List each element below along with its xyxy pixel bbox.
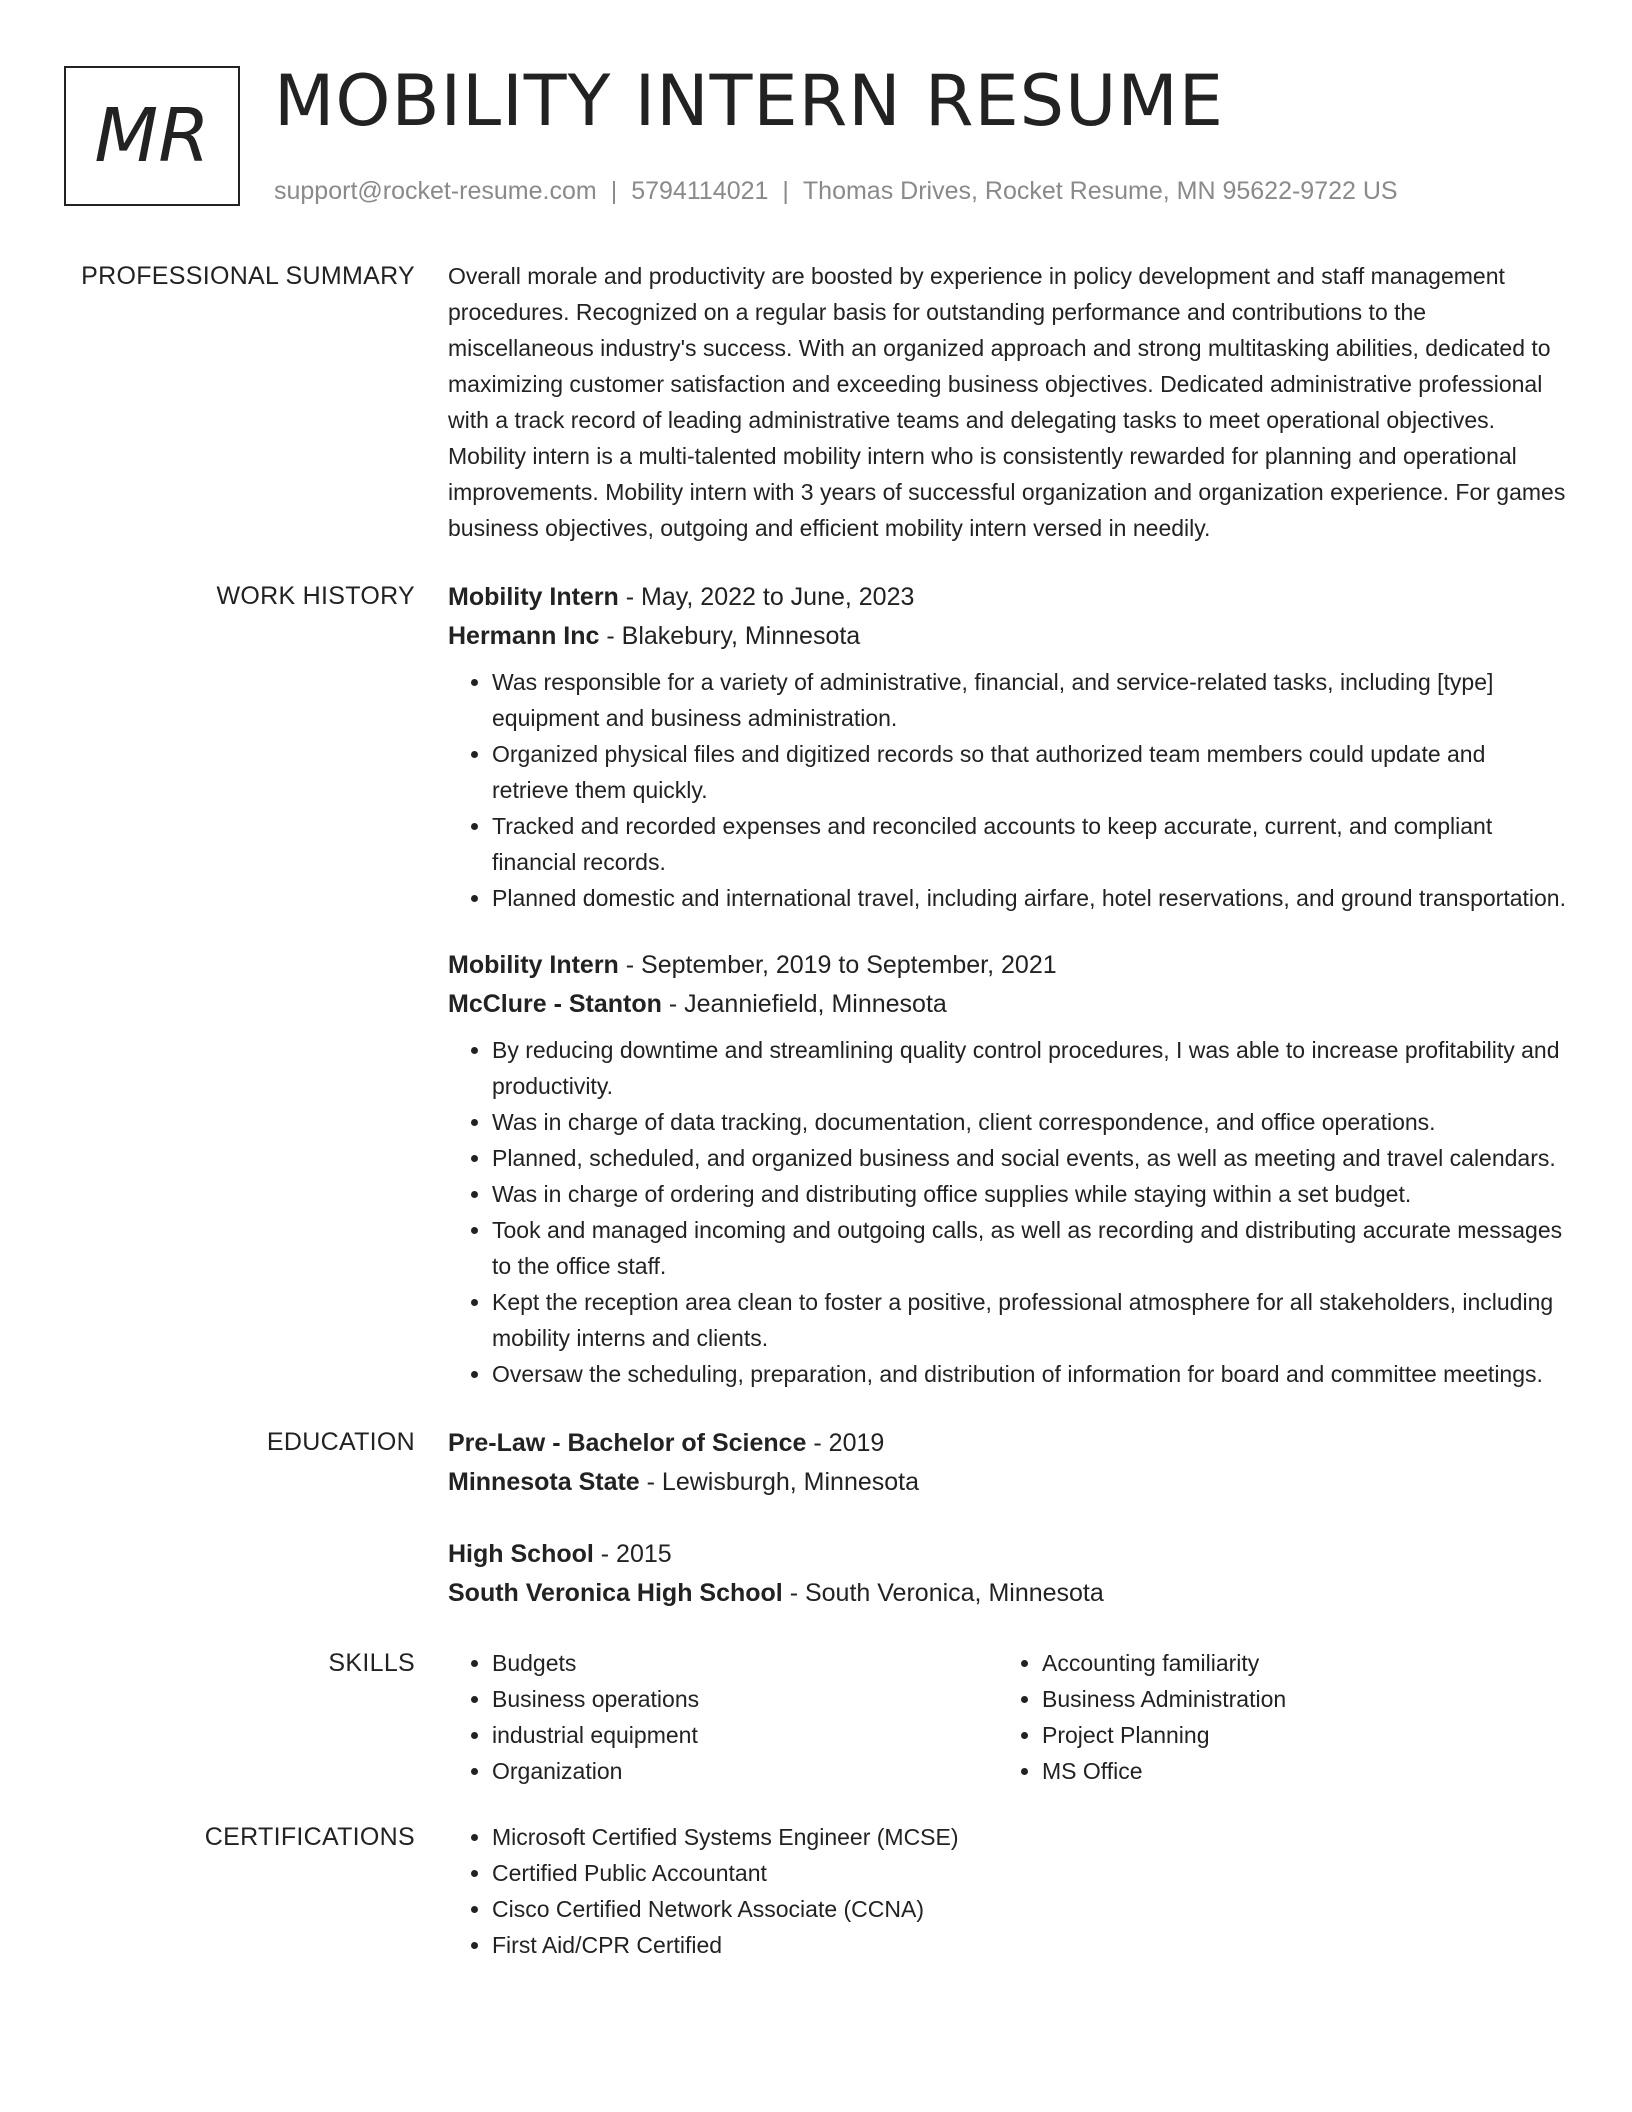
education-school-line — [448, 1574, 1568, 1613]
skills-column-right — [998, 1645, 1548, 1789]
section-label-skills: SKILLS — [328, 1649, 415, 1677]
skill-item: • Project Planning — [1042, 1717, 1548, 1753]
contact-separator: | — [782, 177, 789, 205]
education-entry — [448, 1535, 1568, 1613]
job-bullets — [448, 664, 1568, 916]
certification-item: • Microsoft Certified Systems Engineer (MCSE) — [492, 1819, 1568, 1855]
section-label-education: EDUCATION — [266, 1428, 415, 1456]
section-label-work-history: WORK HISTORY — [216, 582, 415, 610]
job-location: - Blakebury, Minnesota — [599, 622, 861, 650]
education-section — [0, 1424, 1632, 1613]
job-bullet: • Was in charge of data tracking, documentation, client correspondence, and office operations. — [492, 1104, 1568, 1140]
job-title: Mobility Intern — [448, 951, 619, 979]
job-bullet: • Tracked and recorded expenses and reconciled accounts to keep accurate, current, and compliant financial records. — [492, 808, 1568, 880]
job-company: Hermann Inc — [448, 622, 600, 650]
certification-item: • First Aid/CPR Certified — [492, 1927, 1568, 1963]
job-bullet: • Was responsible for a variety of administrative, financial, and service-related tasks, including [type] equipment and business administration. — [492, 664, 1568, 736]
job-location: - Jeanniefield, Minnesota — [661, 990, 947, 1018]
monogram-box — [64, 66, 240, 206]
education-degree: High School — [448, 1540, 594, 1568]
education-school-line — [448, 1463, 1568, 1502]
contact-email[interactable]: support@rocket-resume.com — [274, 177, 597, 205]
skill-item: • Business operations — [492, 1681, 998, 1717]
education-school: Minnesota State — [448, 1468, 640, 1496]
education-entry — [448, 1424, 1568, 1502]
skill-item: • Business Administration — [1042, 1681, 1548, 1717]
job-title-line — [448, 578, 1568, 617]
contact-line — [274, 174, 1398, 208]
certifications-list — [448, 1819, 1568, 1963]
contact-separator: | — [610, 177, 618, 205]
job-bullet: • Planned, scheduled, and organized business and social events, as well as meeting and travel calendars. — [492, 1140, 1568, 1176]
job-entry — [448, 578, 1568, 916]
contact-phone[interactable]: 5794114021 — [631, 177, 769, 205]
skill-item: • industrial equipment — [492, 1717, 998, 1753]
skills-column-left — [448, 1645, 998, 1789]
section-label-summary: PROFESSIONAL SUMMARY — [81, 262, 415, 290]
job-dates: - September, 2019 to September, 2021 — [618, 951, 1057, 979]
education-degree-line — [448, 1424, 1568, 1463]
job-bullet: • Organized physical files and digitized records so that authorized team members could update and retrieve them quickly. — [492, 736, 1568, 808]
job-company: McClure - Stanton — [448, 990, 662, 1018]
job-dates: - May, 2022 to June, 2023 — [618, 583, 915, 611]
resume-body — [0, 258, 1632, 1963]
job-bullet: • Was in charge of ordering and distributing office supplies while staying within a set budget. — [492, 1176, 1568, 1212]
job-title: Mobility Intern — [448, 583, 619, 611]
education-year: - 2015 — [593, 1540, 672, 1568]
job-bullet: • Oversaw the scheduling, preparation, and distribution of information for board and committee meetings. — [492, 1356, 1568, 1392]
skill-item: • Organization — [492, 1753, 998, 1789]
certifications-section — [0, 1819, 1632, 1963]
education-degree: Pre-Law - Bachelor of Science — [448, 1429, 807, 1457]
education-location: - South Veronica, Minnesota — [782, 1579, 1104, 1607]
job-company-line — [448, 617, 1568, 656]
education-school: South Veronica High School — [448, 1579, 783, 1607]
skills-grid — [448, 1645, 1568, 1789]
education-location: - Lewisburgh, Minnesota — [639, 1468, 920, 1496]
job-bullets — [448, 1032, 1568, 1392]
job-bullet: • Took and managed incoming and outgoing calls, as well as recording and distributing accurate messages to the office staff. — [492, 1212, 1568, 1284]
section-label-certifications: CERTIFICATIONS — [204, 1823, 415, 1851]
summary-section — [0, 258, 1632, 546]
certification-item: • Certified Public Accountant — [492, 1855, 1568, 1891]
skills-section — [0, 1645, 1632, 1789]
skill-item: • Budgets — [492, 1645, 998, 1681]
skill-item: • MS Office — [1042, 1753, 1548, 1789]
education-year: - 2019 — [806, 1429, 885, 1457]
certification-item: • Cisco Certified Network Associate (CCNA) — [492, 1891, 1568, 1927]
summary-text: Overall morale and productivity are boosted by experience in policy development and staff management procedures. Recognized on a regular basis for outstanding performance and contributions to the miscellaneous industry's success. With an organized approach and strong multitasking abilities, dedicated to maximizing customer satisfaction and exceeding business objectives. Dedicated administrative professional with a track record of leading administrative teams and delegating tasks to meet operational objectives. Mobility intern is a multi-talented mobility intern who is consistently rewarded for planning and operational improvements. Mobility intern with 3 years of successful organization and organization experience. For games business objectives, outgoing and efficient mobility intern versed in needily. — [448, 263, 1566, 541]
job-title-line — [448, 946, 1568, 985]
resume-title: MOBILITY INTERN RESUME — [274, 60, 1224, 142]
job-company-line — [448, 985, 1568, 1024]
job-entry — [448, 946, 1568, 1392]
education-degree-line — [448, 1535, 1568, 1574]
job-bullet: • Planned domestic and international travel, including airfare, hotel reservations, and ground transportation. — [492, 880, 1568, 916]
job-bullet: • By reducing downtime and streamlining quality control procedures, I was able to increase profitability and productivity. — [492, 1032, 1568, 1104]
work-history-section — [0, 578, 1632, 1392]
monogram-initials: MR — [94, 93, 210, 179]
contact-address: Thomas Drives, Rocket Resume, MN 95622-9722 US — [802, 177, 1398, 205]
job-bullet: • Kept the reception area clean to foster a positive, professional atmosphere for all stakeholders, including mobility interns and clients. — [492, 1284, 1568, 1356]
skill-item: • Accounting familiarity — [1042, 1645, 1548, 1681]
